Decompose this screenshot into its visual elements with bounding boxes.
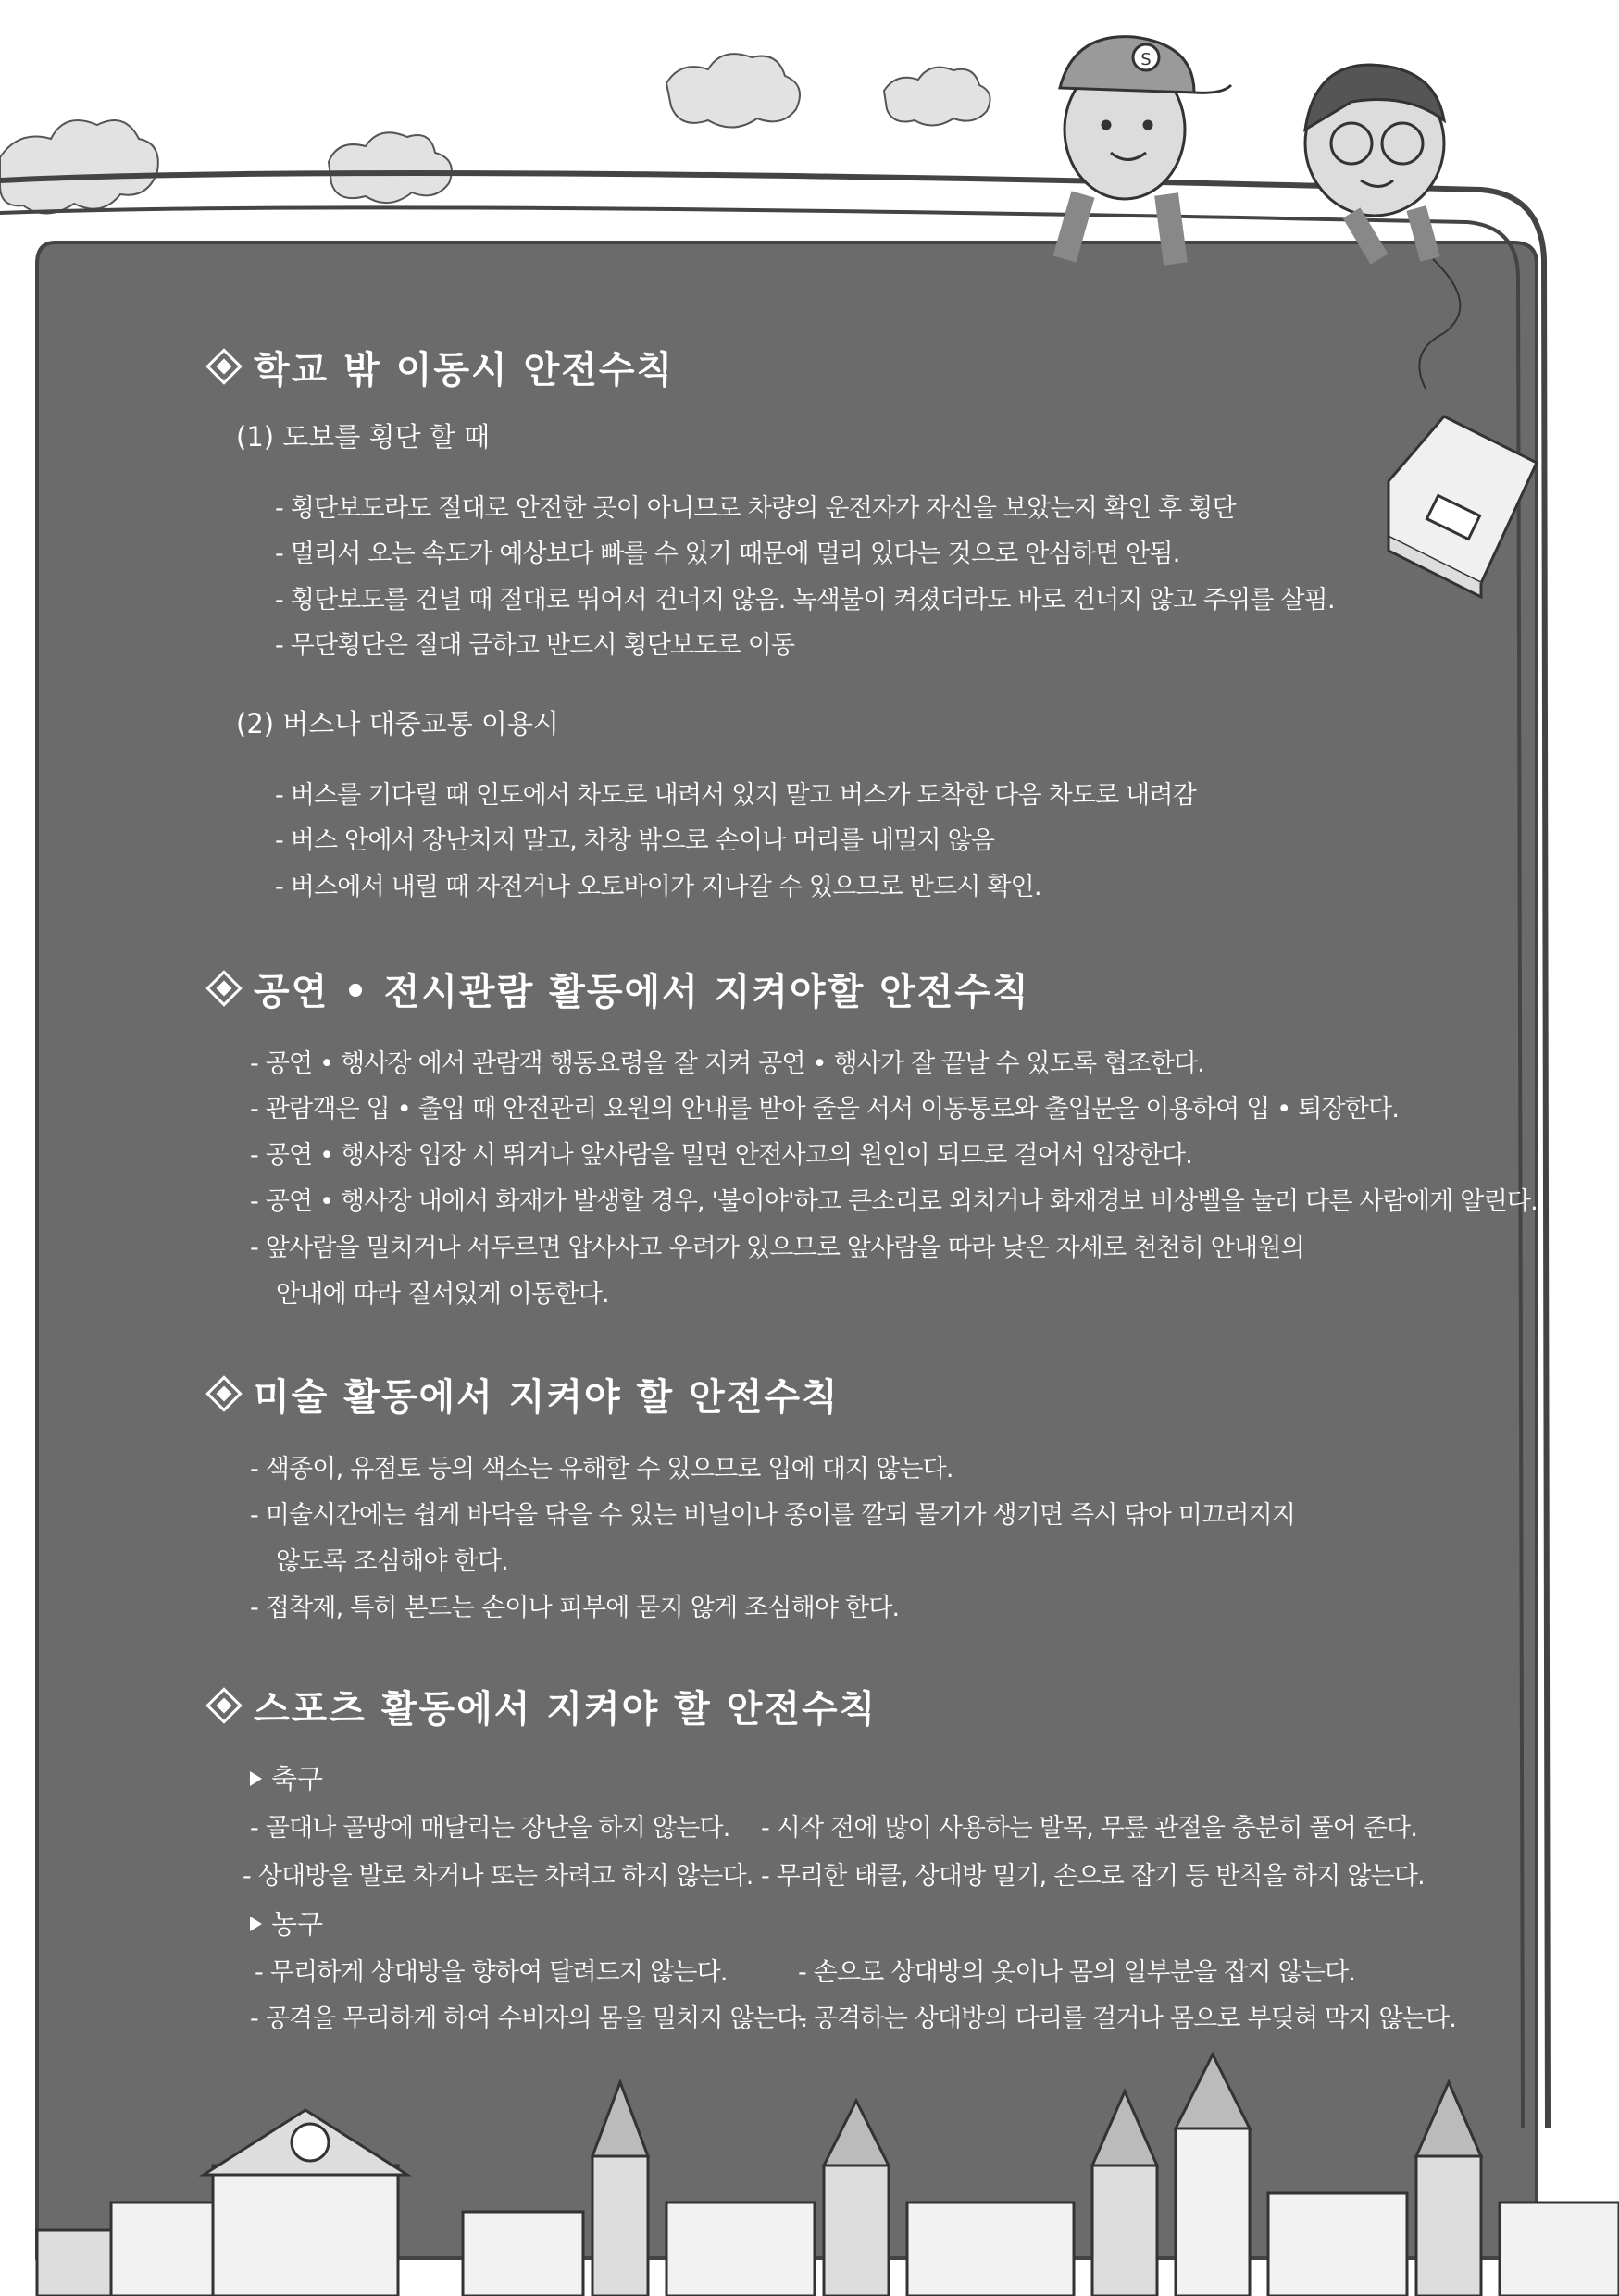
list-item: - 버스 안에서 장난치지 말고, 차창 밖으로 손이나 머리를 내밀지 않음 <box>275 826 995 855</box>
list-item: - 공연 • 행사장 에서 관람객 행동요령을 잘 지켜 공연 • 행사가 잘 끝날 수 있도록 협조한다. <box>250 1049 1205 1078</box>
list-item: - 공연 • 행사장 내에서 화재가 발생할 경우, '불이야'하고 큰소리로 외치거나 화재경보 비상벨을 눌러 다른 사람에게 알린다. <box>250 1187 1538 1216</box>
section-title-art <box>211 1368 840 1421</box>
list-item: - 멀리서 오는 속도가 예상보다 빠를 수 있기 때문에 멀리 있다는 것으로 안심하면 안됨. <box>275 540 1180 568</box>
subheading-crosswalk: (1) 도보를 횡단 할 때 <box>236 421 491 453</box>
subheading-bus: (2) 버스나 대중교통 이용시 <box>236 708 559 739</box>
diamond-bullet-icon <box>205 348 243 385</box>
list-item: - 접착제, 특히 본드는 손이나 피부에 묻지 않게 조심해야 한다. <box>250 1594 900 1622</box>
subheading-basketball <box>250 1904 323 1942</box>
subheading-text: 축구 <box>271 1763 324 1794</box>
list-item: - 무리하게 상대방을 향하여 달려드지 않는다. <box>255 1958 728 1987</box>
list-item: - 버스에서 내릴 때 자전거나 오토바이가 지나갈 수 있으므로 반드시 확인. <box>275 873 1041 901</box>
triangle-bullet-icon <box>250 1917 262 1931</box>
list-item: - 앞사람을 밀치거나 서두르면 압사사고 우려가 있으므로 앞사람을 따라 낮은 자세로 천천히 안내원의 <box>250 1234 1304 1262</box>
diamond-bullet-icon <box>205 1375 243 1412</box>
list-item: - 관람객은 입 • 출입 때 안전관리 요원의 안내를 받아 줄을 서서 이동통로와 출입문을 이용하여 입 • 퇴장한다. <box>250 1095 1400 1123</box>
section-title-text: 학교 밖 이동시 안전수칙 <box>254 349 675 391</box>
list-item: - 버스를 기다릴 때 인도에서 차도로 내려서 있지 말고 버스가 도착한 다음 차도로 내려감 <box>275 781 1196 810</box>
section-title-sports <box>211 1680 877 1732</box>
subheading-soccer <box>250 1758 323 1796</box>
section-title-text: 미술 활동에서 지켜야 할 안전수칙 <box>254 1376 840 1419</box>
section-title-performance <box>211 962 1030 1015</box>
diamond-bullet-icon <box>205 1687 243 1724</box>
subheading-text: 농구 <box>271 1908 324 1940</box>
diamond-bullet-icon <box>205 970 243 1007</box>
list-item-continuation: 않도록 조심해야 한다. <box>276 1547 508 1576</box>
list-item: - 횡단보도를 건널 때 절대로 뛰어서 건너지 않음. 녹색불이 켜졌더라도 바로 건너지 않고 주위를 살핌. <box>275 586 1335 614</box>
cap-letter: S <box>1140 50 1152 69</box>
list-item-continuation: 안내에 따라 질서있게 이동한다. <box>276 1280 609 1309</box>
list-item: - 공격하는 상대방의 다리를 걸거나 몸으로 부딪혀 막지 않는다. <box>798 2004 1457 2033</box>
list-item: - 무리한 태클, 상대방 밀기, 손으로 잡기 등 반칙을 하지 않는다. <box>761 1862 1425 1891</box>
list-item: - 시작 전에 많이 사용하는 발목, 무릎 관절을 충분히 풀어 준다. <box>761 1814 1418 1843</box>
list-item: - 공격을 무리하게 하여 수비자의 몸을 밀치지 않는다. <box>250 2004 808 2033</box>
list-item: - 손으로 상대방의 옷이나 몸의 일부분을 잡지 않는다. <box>798 1958 1356 1987</box>
triangle-bullet-icon <box>250 1771 262 1786</box>
list-item: - 미술시간에는 쉽게 바닥을 닦을 수 있는 비닐이나 종이를 깔되 물기가 생기면 즉시 닦아 미끄러지지 <box>250 1501 1296 1530</box>
list-item: - 골대나 골망에 매달리는 장난을 하지 않는다. <box>250 1814 730 1843</box>
list-item: - 횡단보도라도 절대로 안전한 곳이 아니므로 차량의 운전자가 자신을 보았는지 확인 후 횡단 <box>275 494 1236 523</box>
section-title-text: 공연 • 전시관람 활동에서 지켜야할 안전수칙 <box>254 971 1030 1013</box>
list-item: - 색종이, 유점토 등의 색소는 유해할 수 있으므로 입에 대지 않는다. <box>250 1455 953 1483</box>
section-title-outdoor <box>211 341 674 393</box>
list-item: - 무단횡단은 절대 금하고 반드시 횡단보도로 이동 <box>275 631 795 660</box>
list-item: - 상대방을 발로 차거나 또는 차려고 하지 않는다. <box>243 1862 753 1891</box>
list-item: - 공연 • 행사장 입장 시 뛰거나 앞사람을 밀면 안전사고의 원인이 되므로 걸어서 입장한다. <box>250 1141 1192 1170</box>
section-title-text: 스포츠 활동에서 지켜야 할 안전수칙 <box>254 1688 878 1731</box>
